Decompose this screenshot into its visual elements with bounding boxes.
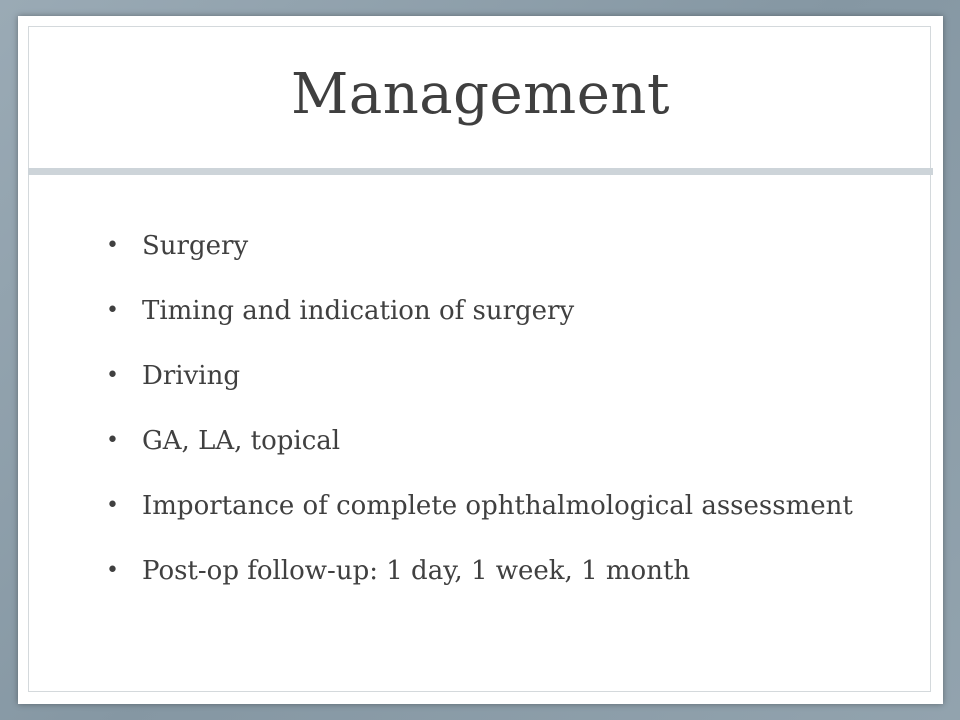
bullet-item-assessment [106,490,886,522]
bullet-item-follow-up [106,555,886,587]
bullet-text: Post-op follow-up: 1 day, 1 week, 1 month [142,556,691,586]
bullet-text: Driving [142,361,240,391]
bullet-icon: • [106,363,119,388]
bullet-item-timing [106,295,886,327]
slide [18,16,943,704]
bullet-icon: • [106,493,119,518]
bullet-text: Importance of complete ophthalmological assessment [142,491,853,521]
bullet-icon: • [106,233,119,258]
title-divider [28,168,933,175]
bullet-item-driving [106,360,886,392]
bullet-icon: • [106,298,119,323]
bullet-list [106,230,886,620]
bullet-icon: • [106,558,119,583]
bullet-icon: • [106,428,119,453]
slide-title: Management [291,62,670,127]
bullet-text: Timing and indication of surgery [142,296,575,326]
bullet-text: Surgery [142,231,249,261]
bullet-item-surgery [106,230,886,262]
bullet-item-anaesthesia [106,425,886,457]
bullet-text: GA, LA, topical [142,426,341,456]
